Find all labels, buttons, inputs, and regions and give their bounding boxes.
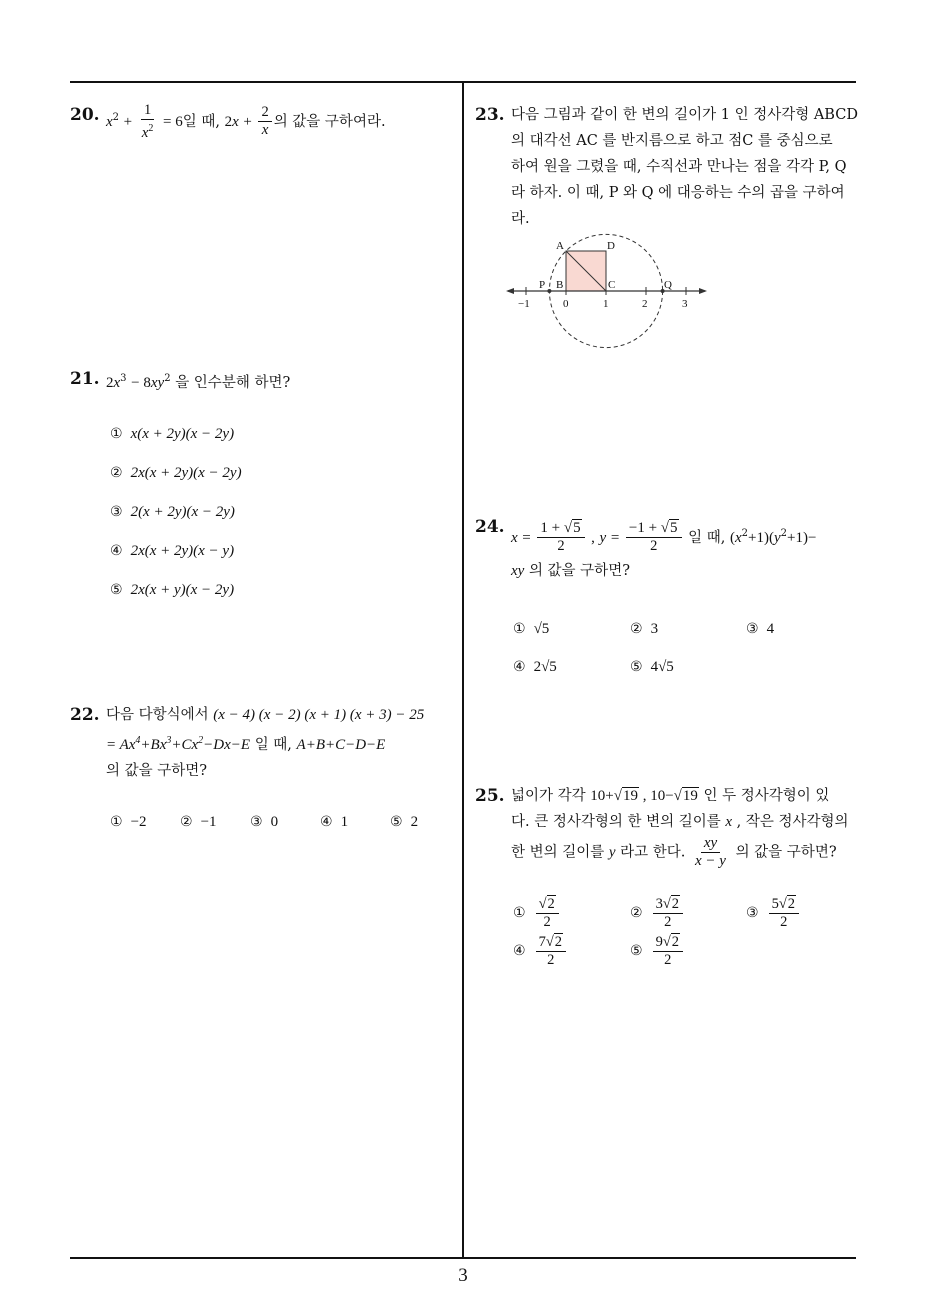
question-text: 다음 그림과 같이 한 변의 길이가 1 인 정사각형 ABCD 의 대각선 AC 를 반지름으로 하고 점C 를 중심으로 하여 원을 그렸을 때, 수직선과 만나는 점을 각각 P, Q 라 하자. 이 때, P 와 Q 에 대응하는 수의 곱을 구하여 라. (511, 107, 858, 227)
arrow-left-icon (506, 288, 514, 294)
fraction: $\frac{2}{x}$ (258, 104, 271, 139)
column-divider (462, 81, 464, 1258)
option-5[interactable]: ⑤ $\frac{9√2}{2}$ (630, 934, 685, 969)
point-p (547, 289, 551, 293)
option-1[interactable]: ① $\frac{√2}{2}$ (513, 896, 561, 931)
fraction: $\frac{1}{x^2}$ (141, 102, 154, 141)
label-a: A (556, 240, 564, 252)
question-23 (475, 102, 860, 232)
option-5[interactable]: ⑤ 4√5 (630, 659, 674, 675)
question-number: 22. (70, 705, 100, 725)
question-21 (70, 366, 450, 396)
question-22 (70, 702, 460, 782)
fraction: $\frac{xy}{x - y}$ (695, 835, 726, 869)
option-3[interactable]: ③ 2(x + 2y)(x − 2y) (110, 504, 235, 520)
page-number: 3 (458, 1265, 468, 1286)
option-4[interactable]: ④ 2x(x + 2y)(x − y) (110, 543, 235, 559)
tick-label-1: 1 (603, 298, 609, 310)
question-number: 21. (70, 369, 100, 389)
question-24 (475, 514, 860, 594)
tick-label-m1: −1 (518, 298, 530, 310)
square-circle-figure (500, 230, 720, 355)
option-1[interactable]: ① −2 (110, 814, 147, 830)
tick-label-2: 2 (642, 298, 648, 310)
option-2[interactable]: ② 3 (630, 621, 659, 637)
fraction: $\frac{-1 + √5}{2}$ (626, 520, 682, 555)
question-25 (475, 783, 860, 873)
option-3[interactable]: ③ 0 (250, 814, 279, 830)
label-c: C (608, 279, 616, 291)
option-2[interactable]: ② 2x(x + 2y)(x − 2y) (110, 465, 242, 481)
option-4[interactable]: ④ 1 (320, 814, 349, 830)
tick-label-3: 3 (682, 298, 688, 310)
question-text: x = $\frac{1 + √5}{2}$ , y = $\frac{-1 + √5}{2}$ 일 때, $(x^2+1)(y^2+1)-$ xy 의 값을 구하면? (511, 520, 817, 579)
option-2[interactable]: ② $\frac{3√2}{2}$ (630, 896, 685, 931)
question-text: $x^2$ + $\frac{1}{x^2}$ = 6일 때, 2x + $\frac{2}{x}$ 의 값을 구하여라. (106, 102, 386, 141)
label-q: Q (664, 279, 672, 291)
question-text: $2x^3 - 8xy^2$ 을 인수분해 하면? (106, 373, 291, 391)
option-5[interactable]: ⑤ 2 (390, 814, 419, 830)
tick-label-0: 0 (563, 298, 569, 310)
option-3[interactable]: ③ $\frac{5√2}{2}$ (746, 896, 801, 931)
question-number: 23. (475, 105, 505, 125)
option-1[interactable]: ① x(x + 2y)(x − 2y) (110, 426, 235, 442)
question-number: 20. (70, 105, 100, 125)
arrow-right-icon (699, 288, 707, 294)
question-number: 25. (475, 786, 505, 806)
question-number: 24. (475, 517, 505, 537)
question-20 (70, 102, 450, 162)
option-4[interactable]: ④ 2√5 (513, 659, 557, 675)
option-3[interactable]: ③ 4 (746, 621, 775, 637)
question-text: 다음 다항식에서 (x − 4) (x − 2) (x + 1) (x + 3) − 25 = $Ax^4+Bx^3+Cx^2-Dx-E$ 일 때, A+B+C−D−E 의 값을 구하면? (106, 707, 425, 779)
label-p: P (539, 279, 546, 291)
option-4[interactable]: ④ $\frac{7√2}{2}$ (513, 934, 568, 969)
question-text: 넓이가 각각 10+√19 , 10−√19 인 두 정사각형이 있 다. 큰 정사각형의 한 변의 길이를 x , 작은 정사각형의 한 변의 길이를 y 라고 한다. $\frac{xy}{x - y}$ 의 값을 구하면? (511, 788, 849, 869)
label-b: B (556, 279, 564, 291)
option-1[interactable]: ① √5 (513, 621, 550, 637)
option-2[interactable]: ② −1 (180, 814, 217, 830)
option-5[interactable]: ⑤ 2x(x + y)(x − 2y) (110, 582, 235, 598)
fraction: $\frac{1 + √5}{2}$ (537, 520, 584, 555)
label-d: D (607, 240, 615, 252)
